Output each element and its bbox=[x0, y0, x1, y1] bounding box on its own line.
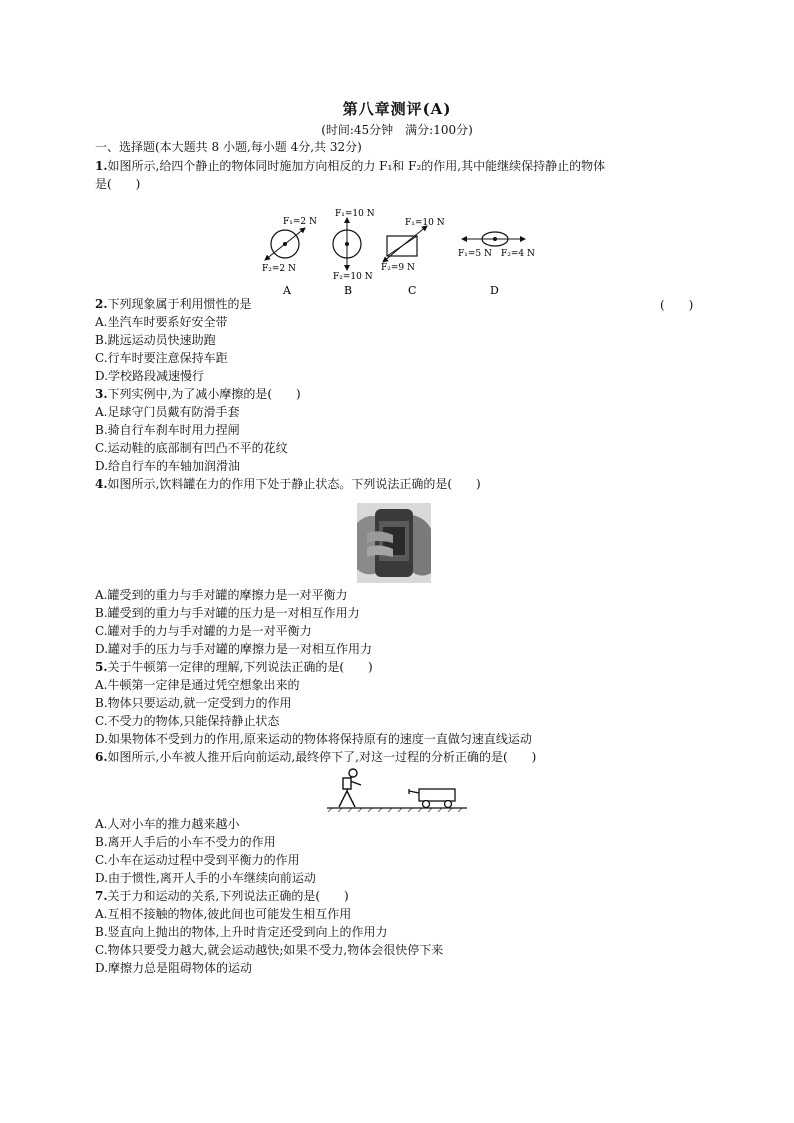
question-text: 如图所示,饮料罐在力的作用下处于静止状态。下列说法正确的是( ) bbox=[107, 477, 481, 491]
question-number: 2. bbox=[95, 297, 108, 311]
figure-a bbox=[262, 217, 317, 297]
option-c: C.罐对手的力与手对罐的力是一对平衡力 bbox=[95, 624, 312, 638]
can-in-hand-photo bbox=[357, 503, 431, 583]
option-c: C.物体只要受力越大,就会运动越快;如果不受力,物体会很快停下来 bbox=[95, 943, 444, 957]
option-a: A.坐汽车时要系好安全带 bbox=[95, 315, 228, 329]
option-b: B.跳远运动员快速助跑 bbox=[95, 333, 216, 347]
option-b: B.罐受到的重力与手对罐的压力是一对相互作用力 bbox=[95, 606, 360, 620]
cart-figure bbox=[327, 767, 467, 813]
question-text: 关于力和运动的关系,下列说法正确的是( ) bbox=[107, 889, 349, 903]
option-a: A.牛顿第一定律是通过凭空想象出来的 bbox=[95, 678, 300, 692]
option-d: D.由于惯性,离开人手的小车继续向前运动 bbox=[95, 871, 316, 885]
question-2 bbox=[95, 296, 252, 312]
option-c: C.运动鞋的底部制有凹凸不平的花纹 bbox=[95, 441, 288, 455]
figure-b-label: B bbox=[344, 284, 353, 297]
option-a: A.人对小车的推力越来越小 bbox=[95, 817, 240, 831]
question-1 bbox=[95, 158, 605, 174]
option-b: B.竖直向上抛出的物体,上升时肯定还受到向上的作用力 bbox=[95, 925, 388, 939]
cart-figure-svg bbox=[327, 767, 467, 813]
option-d: D.学校路段减速慢行 bbox=[95, 369, 205, 383]
question-5 bbox=[95, 659, 373, 675]
page-title: 第八章测评(A) bbox=[342, 100, 452, 118]
question-text: 下列实例中,为了减小摩擦的是( ) bbox=[107, 387, 301, 401]
figure-a-label: A bbox=[283, 284, 291, 297]
option-b: B.物体只要运动,就一定受到力的作用 bbox=[95, 696, 292, 710]
question-number: 1. bbox=[95, 159, 108, 173]
option-b: B.骑自行车刹车时用力捏闸 bbox=[95, 423, 240, 437]
person-pushing bbox=[339, 769, 361, 807]
figure-c-f2: F₂=9 N bbox=[381, 263, 415, 273]
question-6 bbox=[95, 749, 536, 765]
figure-c-f1: F₁=10 N bbox=[405, 218, 445, 228]
force-diagrams-svg bbox=[255, 206, 545, 298]
question-1-line2: 是( ) bbox=[95, 177, 141, 191]
question-text: 关于牛顿第一定律的理解,下列说法正确的是( ) bbox=[107, 660, 373, 674]
question-text: 下列现象属于利用惯性的是 bbox=[107, 297, 252, 311]
figure-c-label: C bbox=[408, 284, 417, 297]
option-c: C.小车在运动过程中受到平衡力的作用 bbox=[95, 853, 300, 867]
option-d: D.给自行车的车轴加润滑油 bbox=[95, 459, 241, 473]
option-b: B.离开人手后的小车不受力的作用 bbox=[95, 835, 276, 849]
option-d: D.罐对手的压力与手对罐的摩擦力是一对相互作用力 bbox=[95, 642, 373, 656]
figure-b-f2: F₂=10 N bbox=[333, 272, 373, 282]
question-text: 如图所示,小车被人推开后向前运动,最终停下了,对这一过程的分析正确的是( ) bbox=[107, 750, 537, 764]
option-c: C.行车时要注意保持车距 bbox=[95, 351, 228, 365]
option-a: A.罐受到的重力与手对罐的摩擦力是一对平衡力 bbox=[95, 588, 348, 602]
page-subtitle: (时间:45分钟 满分:100分) bbox=[321, 123, 473, 137]
section-heading: 一、选择题(本大题共 8 小题,每小题 4分,共 32分) bbox=[95, 140, 362, 154]
can-in-hand-svg bbox=[357, 503, 431, 583]
option-d: D.如果物体不受到力的作用,原来运动的物体将保持原有的速度一直做匀速直线运动 bbox=[95, 732, 532, 746]
option-a: A.互相不接触的物体,彼此间也可能发生相互作用 bbox=[95, 907, 352, 921]
force-diagrams bbox=[255, 206, 545, 298]
figure-b bbox=[333, 209, 375, 297]
question-number: 7. bbox=[95, 889, 108, 903]
figure-d-f2: F₂=4 N bbox=[501, 249, 535, 259]
small-cart bbox=[409, 789, 455, 808]
option-a: A.足球守门员戴有防滑手套 bbox=[95, 405, 240, 419]
figure-d-f1: F₁=5 N bbox=[458, 249, 492, 259]
question-4 bbox=[95, 476, 481, 492]
figure-d bbox=[458, 232, 535, 297]
question-number: 5. bbox=[95, 660, 108, 674]
question-number: 3. bbox=[95, 387, 108, 401]
answer-paren: ( ) bbox=[660, 298, 694, 312]
question-text: 如图所示,给四个静止的物体同时施加方向相反的力 F₁和 F₂的作用,其中能继续保持静止的物体 bbox=[107, 159, 606, 173]
option-c: C.不受力的物体,只能保持静止状态 bbox=[95, 714, 280, 728]
figure-b-f1: F₁=10 N bbox=[335, 209, 375, 219]
figure-a-f1: F₁=2 N bbox=[283, 217, 317, 227]
figure-c bbox=[381, 218, 445, 297]
figure-d-label: D bbox=[490, 284, 499, 297]
question-3 bbox=[95, 386, 301, 402]
question-7 bbox=[95, 888, 349, 904]
figure-a-f2: F₂=2 N bbox=[262, 264, 296, 274]
question-number: 6. bbox=[95, 750, 108, 764]
question-number: 4. bbox=[95, 477, 108, 491]
option-d: D.摩擦力总是阻碍物体的运动 bbox=[95, 961, 253, 975]
